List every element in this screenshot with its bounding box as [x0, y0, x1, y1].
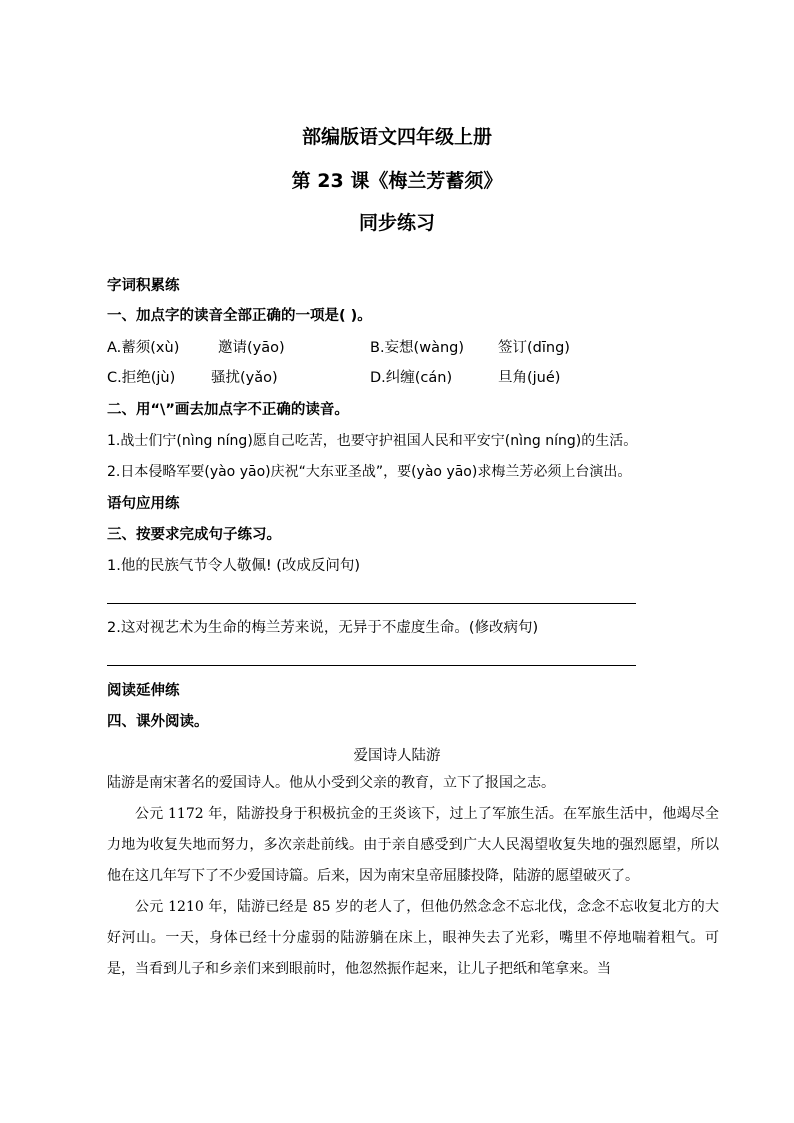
option-c-word1: C.拒绝(jù): [107, 370, 176, 386]
option-b-word1: B.妄想(wàng): [370, 340, 465, 356]
question-3-stem: 三、按要求完成句子练习。: [107, 527, 281, 543]
question-3-item-1: 1.他的民族气节令人敬佩! (改成反问句): [107, 558, 361, 574]
option-d-word2: 旦角(jué): [498, 370, 561, 386]
doc-title-textbook: 部编版语文四年级上册: [301, 126, 492, 148]
section-heading-vocabulary: 字词积累练: [107, 278, 180, 294]
answer-line-2[interactable]: [107, 665, 636, 666]
question-2-stem: 二、用“\”画去加点字不正确的读音。: [107, 402, 349, 418]
section-heading-reading: 阅读延伸练: [107, 683, 180, 699]
question-2-item-2: 2.日本侵略军要(yào yāo)庆祝“大东亚圣战”，要(yào yāo)求梅兰芳必须上台演出。: [107, 464, 632, 480]
option-d-word1: D.纠缠(cán): [370, 370, 453, 386]
option-c-word2: 骚扰(yǎo): [211, 370, 278, 386]
doc-title-lesson: 第 23 课《梅兰芳蓄须》: [291, 170, 503, 192]
question-4-stem: 四、课外阅读。: [107, 714, 209, 730]
passage-paragraph-3: 公元 1210 年，陆游已经是 85 岁的老人了，但他仍然念念不忘北伐，念念不忘收复北方的大好河山。一天，身体已经十分虚弱的陆游躺在床上，眼神失去了光彩，嘴里不停地喘着粗气。可是，当看到儿子和乡亲们来到眼前时，他忽然振作起来，让儿子把纸和笔拿来。当: [107, 899, 719, 977]
passage-title: 爱国诗人陆游: [353, 748, 441, 764]
section-heading-sentences: 语句应用练: [107, 496, 180, 512]
option-a-word2: 邀请(yāo): [218, 340, 285, 356]
question-2-item-1: 1.战士们宁(nìng níng)愿自己吃苦，也要守护祖国人民和平安宁(nìng níng)的生活。: [107, 433, 638, 449]
answer-line-1[interactable]: [107, 603, 636, 604]
passage-paragraph-1: 陆游是南宋著名的爱国诗人。他从小受到父亲的教育，立下了报国之志。: [107, 775, 555, 791]
option-b-word2: 签订(dīng): [498, 340, 570, 356]
reading-passage: [107, 768, 719, 985]
question-3-item-2: 2.这对视艺术为生命的梅兰芳来说，无异于不虚度生命。(修改病句): [107, 620, 539, 636]
doc-title-practice: 同步练习: [358, 212, 435, 234]
option-a-word1: A.蓄须(xù): [107, 340, 180, 356]
passage-paragraph-2: 公元 1172 年，陆游投身于积极抗金的王炎该下，过上了军旅生活。在军旅生活中，他竭尽全力地为收复失地而努力，多次亲赴前线。由于亲自感受到广大人民渴望收复失地的强烈愿望，所以他在这几年写下了不少爱国诗篇。后来，因为南宋皇帝屈膝投降，陆游的愿望破灭了。: [107, 806, 719, 884]
question-1-stem: 一、加点字的读音全部正确的一项是( )。: [107, 308, 372, 324]
